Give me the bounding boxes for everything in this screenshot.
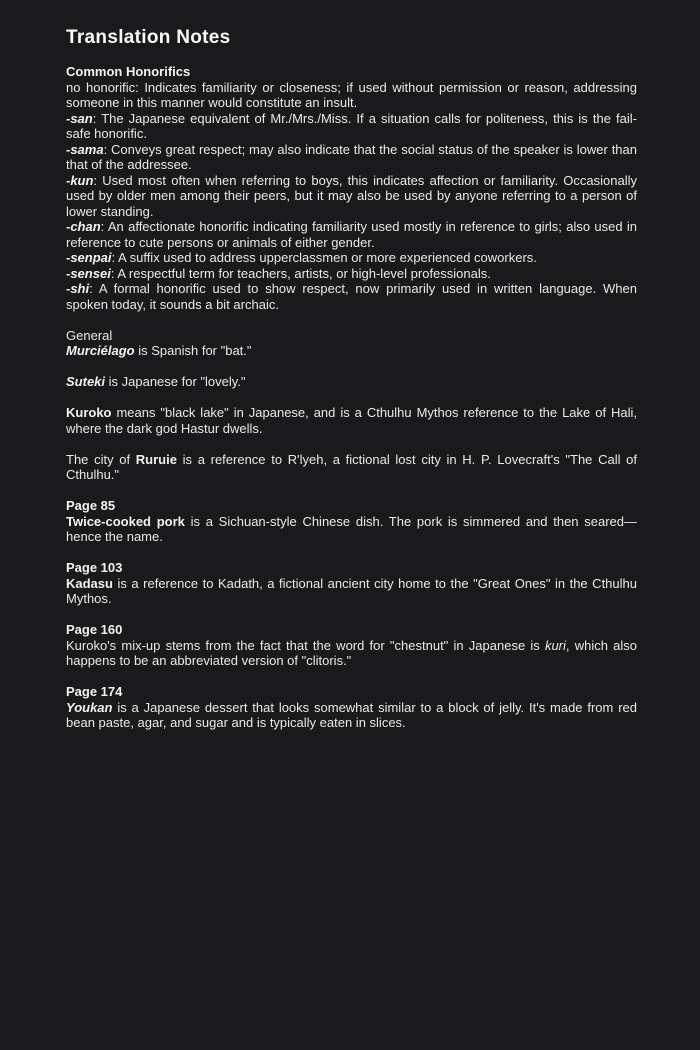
section-heading: Page 85 (66, 498, 116, 513)
term-emphasis: -sama (66, 141, 104, 157)
note-section-page-174 (66, 684, 637, 731)
term-emphasis: Suteki (66, 374, 106, 389)
text-run: is a reference to Kadath, a fictional ancient city home to the "Great Ones" in the Cthulhu Mythos. (66, 575, 637, 606)
term-emphasis: Murciélago (66, 343, 135, 358)
note-paragraph (66, 452, 637, 483)
note-paragraph (66, 142, 637, 173)
section-heading: Page 103 (66, 560, 123, 575)
term-emphasis: Youkan (66, 699, 113, 715)
page-title: Translation Notes (66, 27, 231, 48)
note-paragraph (66, 266, 637, 282)
note-paragraph (66, 343, 637, 359)
text-run: is Spanish for "bat." (134, 343, 252, 358)
note-section-page-160 (66, 622, 637, 669)
term-emphasis: -kun (66, 172, 94, 188)
note-paragraph (66, 638, 637, 669)
section-heading: General (66, 327, 113, 343)
term-emphasis: -sensei (66, 265, 111, 281)
note-paragraph (66, 173, 637, 220)
text-run: : A respectful term for teachers, artists, or high-level professionals. (110, 265, 491, 281)
term-emphasis: Ruruie (135, 451, 177, 467)
text-run: : A formal honorific used to show respect, now primarily used in written language. When spoken today, it sounds a bit archaic. (66, 281, 637, 312)
note-paragraph (66, 514, 637, 545)
text-run: is a Japanese dessert that looks somewhat similar to a block of jelly. It's made from red bean paste, agar, and sugar and is typically eaten in slices. (66, 699, 637, 730)
text-run: : A suffix used to address upperclassmen or more experienced coworkers. (111, 250, 537, 265)
text-run: is Japanese for "lovely." (105, 374, 246, 389)
note-section-page-85 (66, 498, 637, 545)
note-paragraph (66, 219, 637, 250)
notes-content (66, 64, 637, 731)
text-run: The city of (66, 451, 136, 467)
term-emphasis: Twice-cooked pork (66, 513, 185, 529)
term-emphasis: -senpai (66, 250, 112, 265)
term-emphasis: kuri (544, 637, 566, 653)
note-paragraph (66, 700, 637, 731)
note-section-page-103 (66, 560, 637, 607)
text-run: Kuroko's mix-up stems from the fact that the word for "chestnut" in Japanese is (66, 637, 545, 653)
term-emphasis: Kuroko (66, 405, 112, 420)
note-paragraph (66, 111, 637, 142)
note-paragraph (66, 250, 637, 266)
text-run: : An affectionate honorific indicating familiarity used mostly in reference to girls; also used in reference to cute persons or animals of either gender. (66, 219, 637, 250)
term-emphasis: -chan (66, 219, 101, 234)
note-section-common-honorifics (66, 64, 637, 312)
text-run: : Conveys great respect; may also indicate that the social status of the speaker is lower than that of the addressee. (66, 141, 637, 172)
section-heading: Page 160 (66, 622, 123, 637)
note-paragraph (66, 576, 637, 607)
note-paragraph (66, 281, 637, 312)
text-run: : Used most often when referring to boys, this indicates affection or familiarity. Occasionally used by older men among their peers, but it may also be used by anyone referring to a person of lower standing. (66, 172, 637, 219)
text-run: is a reference to R'lyeh, a fictional lost city in H. P. Lovecraft's "The Call of Cthulhu." (66, 451, 638, 482)
note-section-general (66, 328, 637, 483)
section-heading: Page 174 (66, 684, 123, 699)
term-emphasis: -san (66, 110, 93, 126)
section-heading: Common Honorifics (66, 64, 191, 79)
note-paragraph (66, 405, 637, 436)
text-run: no honorific: Indicates familiarity or closeness; if used without permission or reason, addressing someone in this manner would constitute an insult. (66, 79, 637, 110)
term-emphasis: Kadasu (66, 575, 113, 591)
note-paragraph (66, 80, 637, 111)
text-run: means "black lake" in Japanese, and is a Cthulhu Mythos reference to the Lake of Hali, where the dark god Hastur dwells. (66, 405, 637, 436)
note-paragraph (66, 374, 637, 390)
text-run: , which also happens to be an abbreviated version of "clitoris." (66, 637, 637, 668)
term-emphasis: -shi (66, 281, 90, 296)
text-run: : The Japanese equivalent of Mr./Mrs./Miss. If a situation calls for politeness, this is the fail-safe honorific. (66, 110, 637, 141)
text-run: is a Sichuan-style Chinese dish. The pork is simmered and then seared—hence the name. (66, 513, 637, 544)
